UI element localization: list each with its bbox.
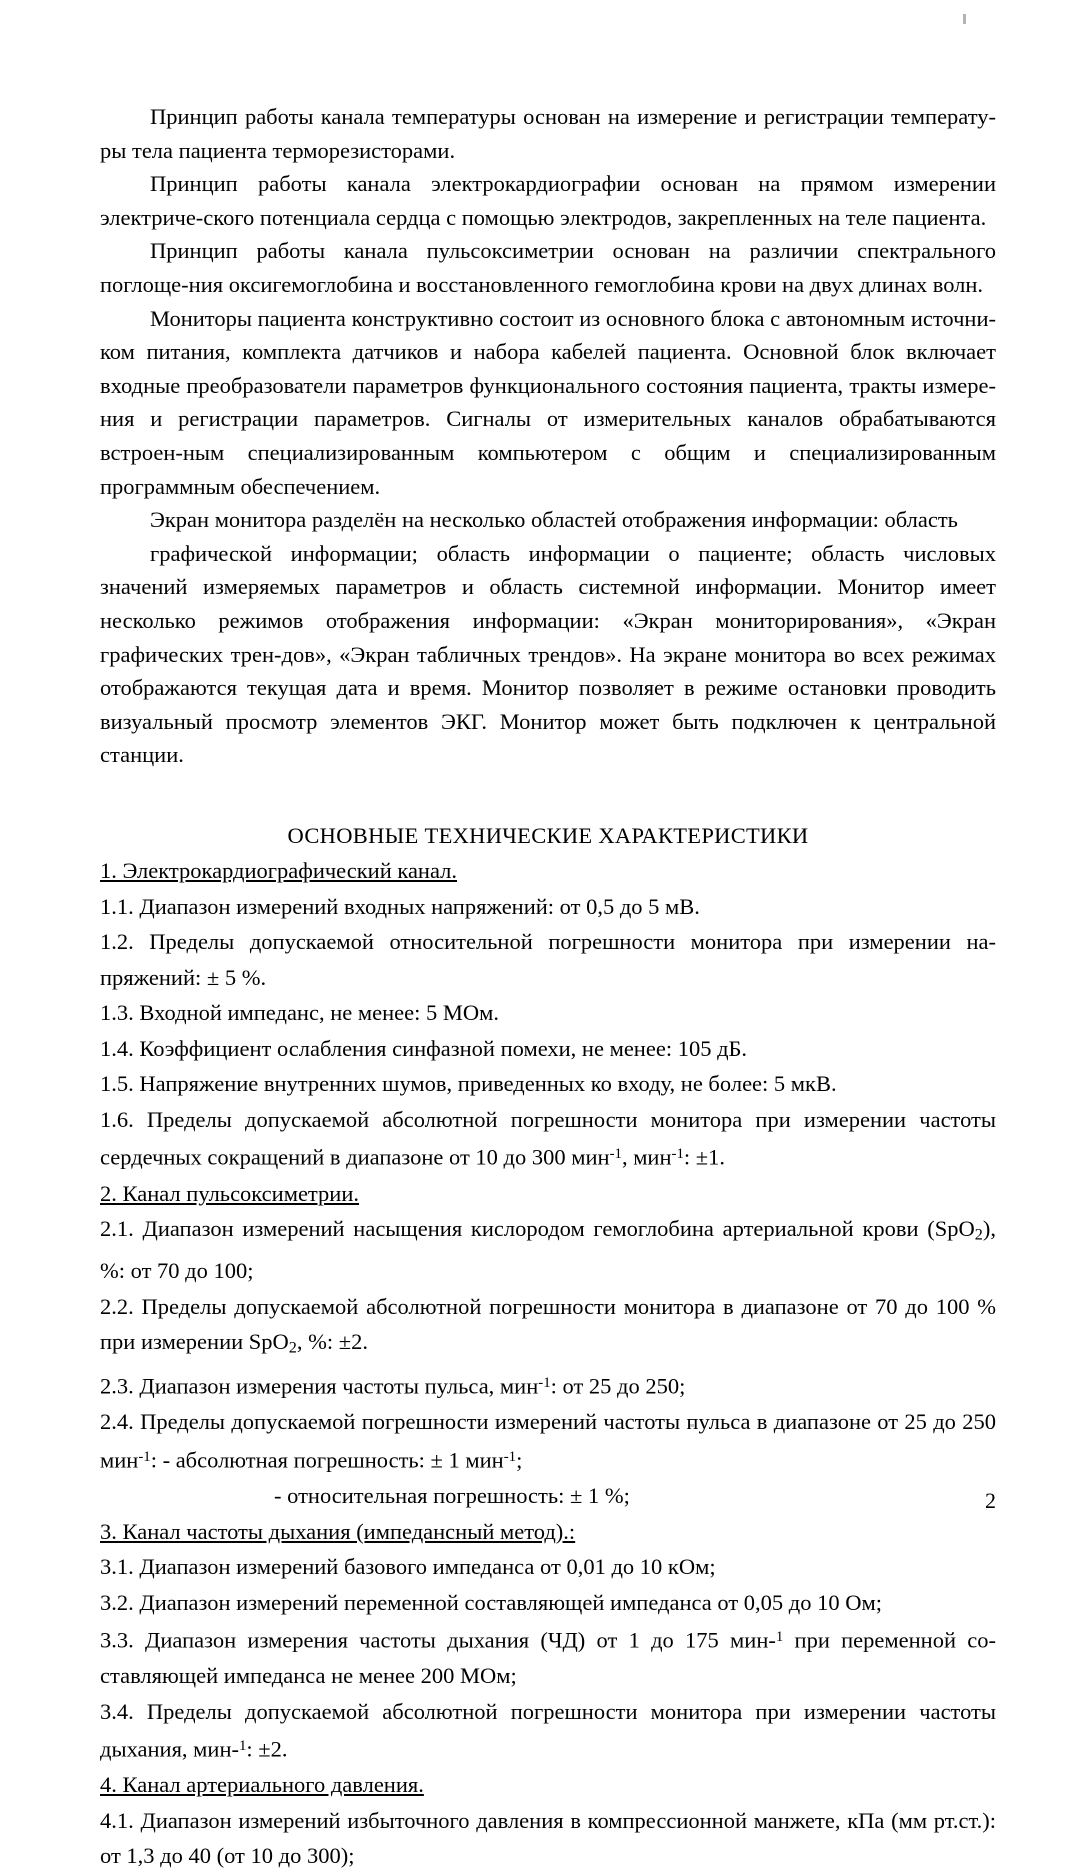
spec-item-2-2-text-a: 2.2. Пределы допускаемой абсолютной погрешности монитора в диапазоне от 70 до 100 % при измерении SpO bbox=[100, 1293, 996, 1355]
spec-item-2-4-exponent-b: -1 bbox=[503, 1448, 517, 1465]
specs-title: ОСНОВНЫЕ ТЕХНИЧЕСКИЕ ХАРАКТЕРИСТИКИ bbox=[287, 822, 809, 848]
spec-item-2-1-text-b: ), %: от 70 до 100; bbox=[100, 1216, 996, 1284]
scan-artifact-top bbox=[963, 14, 966, 24]
spec-item-2-2-subscript: 2 bbox=[288, 1338, 297, 1357]
spec-item-3-3-text-b: при переменной со-ставляющей импеданса не менее 200 МОм; bbox=[100, 1627, 996, 1689]
spec-item-3-4-exponent: 1 bbox=[239, 1738, 247, 1755]
spec-item-2-2 bbox=[100, 1289, 996, 1367]
spec-item-3-3 bbox=[100, 1620, 996, 1694]
spec-item-1-6-text-c: : ±1. bbox=[683, 1145, 725, 1171]
spec-item-1-6-text-b: , мин bbox=[621, 1145, 672, 1171]
section-heading-1-ecg: 1. Электрокардиографический канал. bbox=[100, 858, 458, 884]
page-body bbox=[100, 100, 996, 1874]
spec-item-1-6-exponent-b: -1 bbox=[671, 1146, 684, 1163]
section-heading-2-pulse-oximetry: 2. Канал пульсоксиметрии. bbox=[100, 1180, 359, 1206]
page-number: 2 bbox=[985, 1488, 996, 1513]
spec-item-2-2-text-b: , %: ±2. bbox=[296, 1329, 368, 1355]
section-heading-3-respiration: 3. Канал частоты дыхания (импедансный метод).: bbox=[100, 1518, 576, 1544]
spec-item-2-1 bbox=[100, 1211, 996, 1289]
section-heading-4-blood-pressure: 4. Канал артериального давления. bbox=[100, 1772, 424, 1798]
spec-item-1-5: 1.5. Напряжение внутренних шумов, приведенных ко входу, не более: 5 мкВ. bbox=[100, 1071, 837, 1097]
spec-item-1-2: 1.2. Пределы допускаемой относительной погрешности монитора при измерении на-пряжений: ± 5 %. bbox=[100, 929, 996, 990]
spec-item-1-6 bbox=[100, 1102, 996, 1176]
paragraph-temperature-channel: Принцип работы канала температуры основан на измерение и регистрации температу-ры тела пациента терморезисторами. bbox=[100, 104, 996, 163]
paragraph-monitor-construction: Мониторы пациента конструктивно состоит из основного блока с автономным источни-ком питания, комплекта датчиков и набора кабелей пациента. Основной блок включает входные преобразователи параметров функционального состояния пациента, тракты измере-ния и регистрации параметров. Сигналы от измерительных каналов обрабатываются встроен-ным специализированным компьютером с общим и специализированным программным обеспечением. bbox=[100, 305, 996, 499]
spec-item-2-1-text-a: 2.1. Диапазон измерений насыщения кислородом гемоглобина артериальной крови (SpO bbox=[100, 1216, 975, 1242]
spec-item-2-3 bbox=[100, 1366, 996, 1404]
spec-item-3-1: 3.1. Диапазон измерений базового импеданса от 0,01 до 10 кОм; bbox=[100, 1554, 716, 1580]
paragraph-screen-areas-intro: Экран монитора разделён на несколько областей отображения информации: область bbox=[150, 507, 958, 533]
spec-item-3-4-text-b: : ±2. bbox=[246, 1736, 288, 1762]
spec-item-3-4 bbox=[100, 1694, 996, 1768]
spec-item-1-6-text-a: 1.6. Пределы допускаемой абсолютной погрешности монитора при измерении частоты сердечных сокращений в диапазоне от 10 до 300 мин bbox=[100, 1106, 996, 1171]
spec-item-1-6-exponent-a: -1 bbox=[609, 1146, 622, 1163]
spec-item-2-3-text-b: : от 25 до 250; bbox=[550, 1373, 686, 1399]
spec-item-2-4-relative-error: - относительная погрешность: ± 1 %; bbox=[274, 1483, 630, 1509]
paragraph-pulse-oximetry-channel: Принцип работы канала пульсоксиметрии основан на различии спектрального поглоще-ния оксигемоглобина и восстановленного гемоглобина крови на двух длинах волн. bbox=[100, 238, 996, 297]
spec-item-3-3-text-a: 3.3. Диапазон измерения частоты дыхания (ЧД) от 1 до 175 мин- bbox=[100, 1627, 776, 1653]
spec-item-2-1-subscript: 2 bbox=[974, 1225, 983, 1244]
spec-item-3-4-text-a: 3.4. Пределы допускаемой абсолютной погрешности монитора при измерении частоты дыхания, мин- bbox=[100, 1698, 996, 1762]
spec-item-2-3-exponent: -1 bbox=[538, 1375, 551, 1392]
section-spacer bbox=[100, 772, 996, 818]
spec-item-1-4: 1.4. Коэффициент ослабления синфазной помехи, не менее: 105 дБ. bbox=[100, 1035, 748, 1061]
paragraph-screen-areas-detail: графической информации; область информации о пациенте; область числовых значений измеряемых параметров и область системной информации. Монитор имеет несколько режимов отображения информации: «Экран мониторирования», «Экран графических трен-дов», «Экран табличных трендов». На экране монитора во всех режимах отображаются текущая дата и время. Монитор позволяет в режиме остановки проводить визуальный просмотр элементов ЭКГ. Монитор может быть подключен к центральной станции. bbox=[100, 540, 996, 768]
paragraph-ecg-channel: Принцип работы канала электрокардиографии основан на прямом измерении электриче-ского потенциала сердца с помощью электродов, закрепленных на теле пациента. bbox=[100, 171, 996, 230]
spec-item-3-3-exponent: 1 bbox=[775, 1629, 784, 1646]
spec-item-2-4-exponent-a: -1 bbox=[138, 1448, 151, 1465]
spec-item-2-4-text-b: : - абсолютная погрешность: ± 1 мин bbox=[150, 1447, 504, 1473]
spec-item-2-4 bbox=[100, 1404, 996, 1478]
spec-item-2-4-text-c: ; bbox=[516, 1447, 523, 1473]
spec-item-2-4-text-a: 2.4. Пределы допускаемой погрешности измерений частоты пульса в диапазоне от 25 до 250 мин bbox=[100, 1409, 996, 1473]
spec-item-1-3: 1.3. Входной импеданс, не менее: 5 МОм. bbox=[100, 1000, 499, 1026]
spec-item-1-1: 1.1. Диапазон измерений входных напряжений: от 0,5 до 5 мВ. bbox=[100, 893, 700, 919]
spec-item-2-3-text-a: 2.3. Диапазон измерения частоты пульса, мин bbox=[100, 1373, 539, 1399]
spec-item-3-2: 3.2. Диапазон измерений переменной составляющей импеданса от 0,05 до 10 Ом; bbox=[100, 1589, 882, 1615]
spec-item-4-1: 4.1. Диапазон измерений избыточного давления в компрессионной манжете, кПа (мм рт.ст.): от 1,3 до 40 (от 10 до 300); bbox=[100, 1807, 996, 1869]
